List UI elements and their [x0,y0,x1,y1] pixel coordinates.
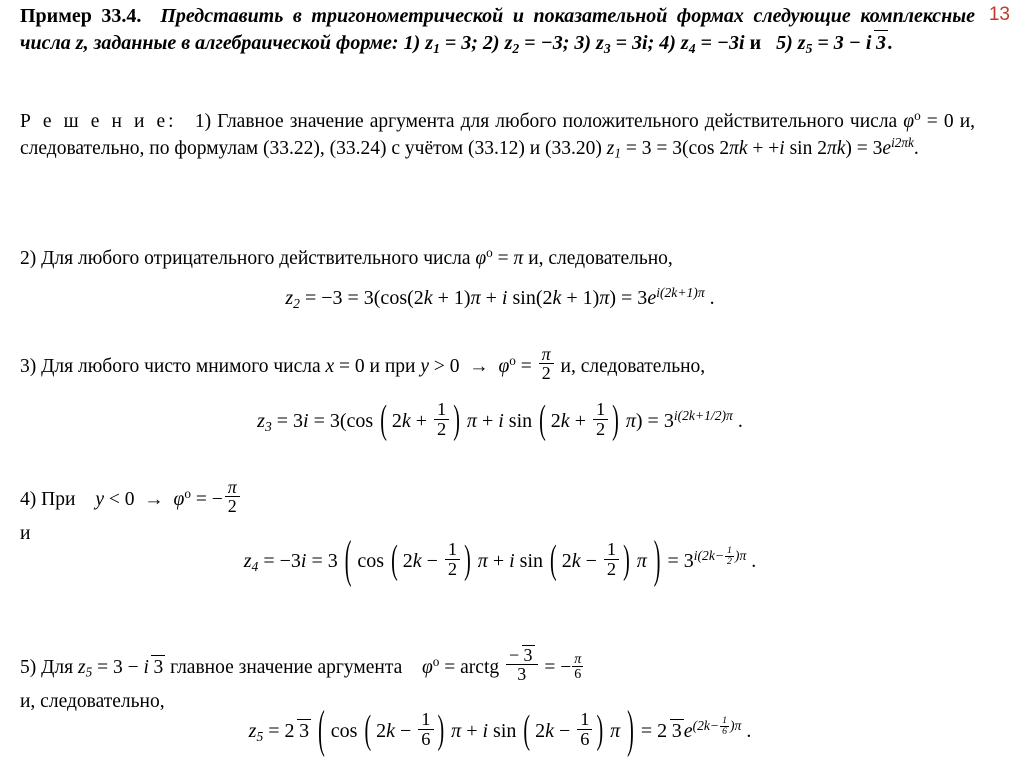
solution-paragraph-4-and: и [20,523,31,544]
equation-z4: $z_4 = -3i = 3$ ( cos ( 2k − $\frac{1}{2}$ ) π + i sin ( 2k − $\frac{1}{2}$ ) π ) = $3^{i(2k- \frac{1}{2} )\pi}$ . [243,531,757,589]
page-number: 13 [988,4,1010,25]
solution-paragraph-3: 3) Для любого чисто мнимого числа x = 0 и при $y > 0 \to \varphi^o$ = $\frac{\pi}{2}$ и, следовательно, [20,344,706,384]
solution-paragraph-5: 5) Для $z_5 = 3 - i$ 3 главное значение аргумента $\varphi^o$ = arctg $\frac{- 3}{3}$ = − $\frac{\pi}{6}$ [20,645,582,685]
solution-paragraph-1: Р е ш е н и е: 1) Главное значение аргумента для любого положительного действительного числа $\varphi^o = 0$ и, следовательно, по формулам (33.22), (33.24) с учётом (33.12) и (33.20) $z_1 = 3 = 3(\cos$ 2πk + +i $\sin 2\pi k) = 3e^{i2\pi k}$. [20,108,976,161]
solution-label: Р е ш е н и е: [20,110,177,132]
problem-text: Представить в тригонометрической и показательной формах следующие комплексные числа z, заданные в алгебраической форме: 1) $z_1 = 3$; 2) $z_2 = -3$; 3) $z_3 = 3i$; 4) $z_4 = -3i$ и 5) $z_5 = 3 - i$ 3 . [20,5,976,56]
problem-label: Пример 33.4. [20,5,142,27]
solution-paragraph-5b: и, следовательно, [20,691,165,712]
solution-paragraph-2: 2) Для любого отрицательного действительного числа $\varphi^o = \pi$ и, следовательно, [20,245,673,269]
solution-paragraph-4: 4) При $y < 0 \to \varphi^o$ = − $\frac{\pi}{2}$ [20,478,242,516]
equation-z5: $z_5 = 2$ 3 ( cos ( 2k − $\frac{1}{6}$ ) π + i sin ( 2k − $\frac{1}{6}$ ) π ) = 2 3 $e^{(2k- \frac{1}{6} )\pi}$ . [248,701,752,759]
problem-statement [20,4,975,57]
equation-z3: $z_3 = 3i = 3(\cos$ ( 2k + $\frac{1}{2}$ ) π + i sin ( 2k + $\frac{1}{2}$ ) $\pi) = 3^{i(2k+1/2)\pi}$ . [257,398,743,443]
equation-z2: $z_2 = -3 = 3(\cos(2k + 1)\pi + i$ $\sin(2k + 1)\pi) = 3e^{i(2k+1)\pi}$ . [285,285,715,311]
